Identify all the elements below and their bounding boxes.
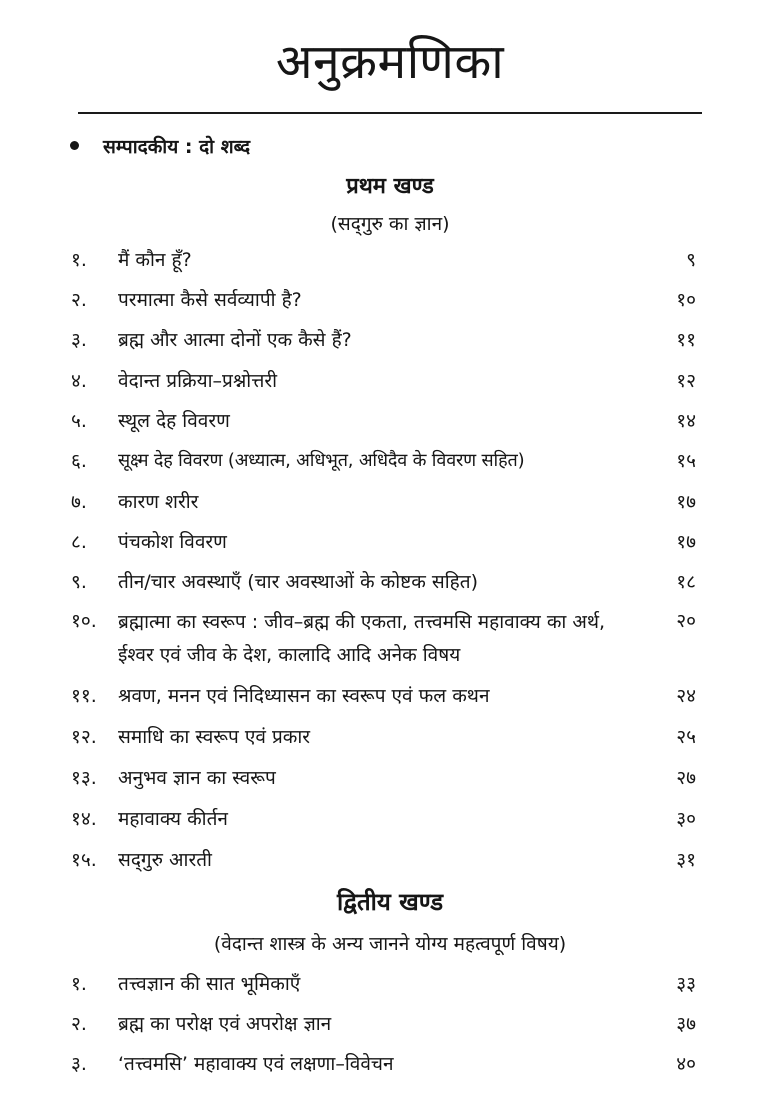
- entry-number: ६.: [71, 450, 87, 472]
- entry-number: ७.: [71, 491, 87, 513]
- entry-number: १.: [71, 249, 87, 271]
- entry-number: १.: [71, 973, 87, 995]
- entry-number: २.: [71, 289, 87, 311]
- entry-page: ११: [676, 329, 696, 351]
- entry-title: तत्त्वज्ञान की सात भूमिकाएँ: [118, 973, 301, 995]
- entry-title: वेदान्त प्रक्रिया–प्रश्नोत्तरी: [118, 370, 278, 392]
- entry-page: २७: [676, 767, 696, 789]
- part1-subtitle: (सद्‌गुरु का ज्ञान): [330, 213, 450, 235]
- entry-title: ब्रह्मात्मा का स्वरूप : जीव–ब्रह्म की एकता, तत्त्वमसि महावाक्य का अर्थ, ईश्वर एवं जीव के देश, कालादि आदि अनेक विषय: [118, 611, 606, 666]
- entry-title: अनुभव ज्ञान का स्वरूप: [118, 767, 276, 789]
- entry-page: ३७: [676, 1013, 696, 1035]
- part2-subtitle: (वेदान्त शास्त्र के अन्य जानने योग्य महत्वपूर्ण विषय): [213, 933, 567, 955]
- entry-title: सद्‌गुरु आरती: [118, 849, 212, 871]
- entry-number: १०.: [71, 610, 97, 632]
- entry-page: ३१: [676, 849, 696, 871]
- entry-title: तीन/चार अवस्थाएँ (चार अवस्थाओं के कोष्टक सहित): [118, 571, 478, 593]
- entry-number: १२.: [71, 726, 97, 748]
- entry-page: १०: [676, 289, 696, 311]
- page-title: अनुक्रमणिका: [275, 34, 505, 90]
- entry-number: २.: [71, 1013, 87, 1035]
- entry-number: ८.: [71, 531, 87, 553]
- entry-title: ‘तत्त्वमसि’ महावाक्य एवं लक्षणा–विवेचन: [118, 1053, 394, 1075]
- entry-page: १७: [676, 531, 696, 553]
- entry-title: मैं कौन हूँ?: [118, 249, 192, 271]
- entry-number: ४.: [71, 370, 87, 392]
- preface-entry: [70, 133, 250, 159]
- entry-number: १४.: [71, 808, 97, 830]
- title-divider: [78, 112, 702, 114]
- entry-title: स्थूल देह विवरण: [118, 410, 230, 432]
- entry-number: १३.: [71, 767, 97, 789]
- entry-page: १५: [676, 450, 696, 472]
- part2-heading: द्वितीय खण्ड: [336, 888, 444, 916]
- entry-page: १७: [676, 491, 696, 513]
- entry-page: ९: [686, 249, 696, 271]
- entry-title: महावाक्य कीर्तन: [118, 808, 228, 830]
- entry-title: सूक्ष्म देह विवरण (अध्यात्म, अधिभूत, अधिदैव के विवरण सहित): [118, 450, 525, 471]
- part1-heading: प्रथम खण्ड: [346, 174, 434, 199]
- entry-number: ३.: [71, 329, 87, 351]
- entry-number: ९.: [71, 571, 87, 593]
- entry-title: समाधि का स्वरूप एवं प्रकार: [118, 726, 311, 748]
- entry-page: ३३: [676, 973, 696, 995]
- entry-page: २४: [676, 685, 696, 707]
- entry-title: परमात्मा कैसे सर्वव्यापी है?: [118, 289, 302, 311]
- entry-title: श्रवण, मनन एवं निदिध्यासन का स्वरूप एवं फल कथन: [118, 685, 490, 707]
- entry-number: ३.: [71, 1053, 87, 1075]
- entry-title: ब्रह्म का परोक्ष एवं अपरोक्ष ज्ञान: [118, 1013, 332, 1035]
- entry-title: कारण शरीर: [118, 491, 199, 513]
- entry-number: ११.: [71, 685, 97, 707]
- entry-page: १२: [676, 370, 696, 392]
- entry-title: पंचकोश विवरण: [118, 531, 227, 553]
- entry-page: १४: [676, 410, 696, 432]
- entry-title: ब्रह्म और आत्मा दोनों एक कैसे हैं?: [118, 329, 352, 351]
- entry-page: १८: [676, 571, 696, 593]
- entry-number: ५.: [71, 410, 87, 432]
- entry-page: २०: [676, 610, 696, 632]
- entry-page: ४०: [676, 1053, 696, 1075]
- entry-page: ३०: [676, 808, 696, 830]
- preface-label: सम्पादकीय : दो शब्द: [103, 136, 251, 158]
- entry-page: २५: [676, 726, 696, 748]
- bullet-icon: [70, 141, 79, 150]
- entry-number: १५.: [71, 849, 97, 871]
